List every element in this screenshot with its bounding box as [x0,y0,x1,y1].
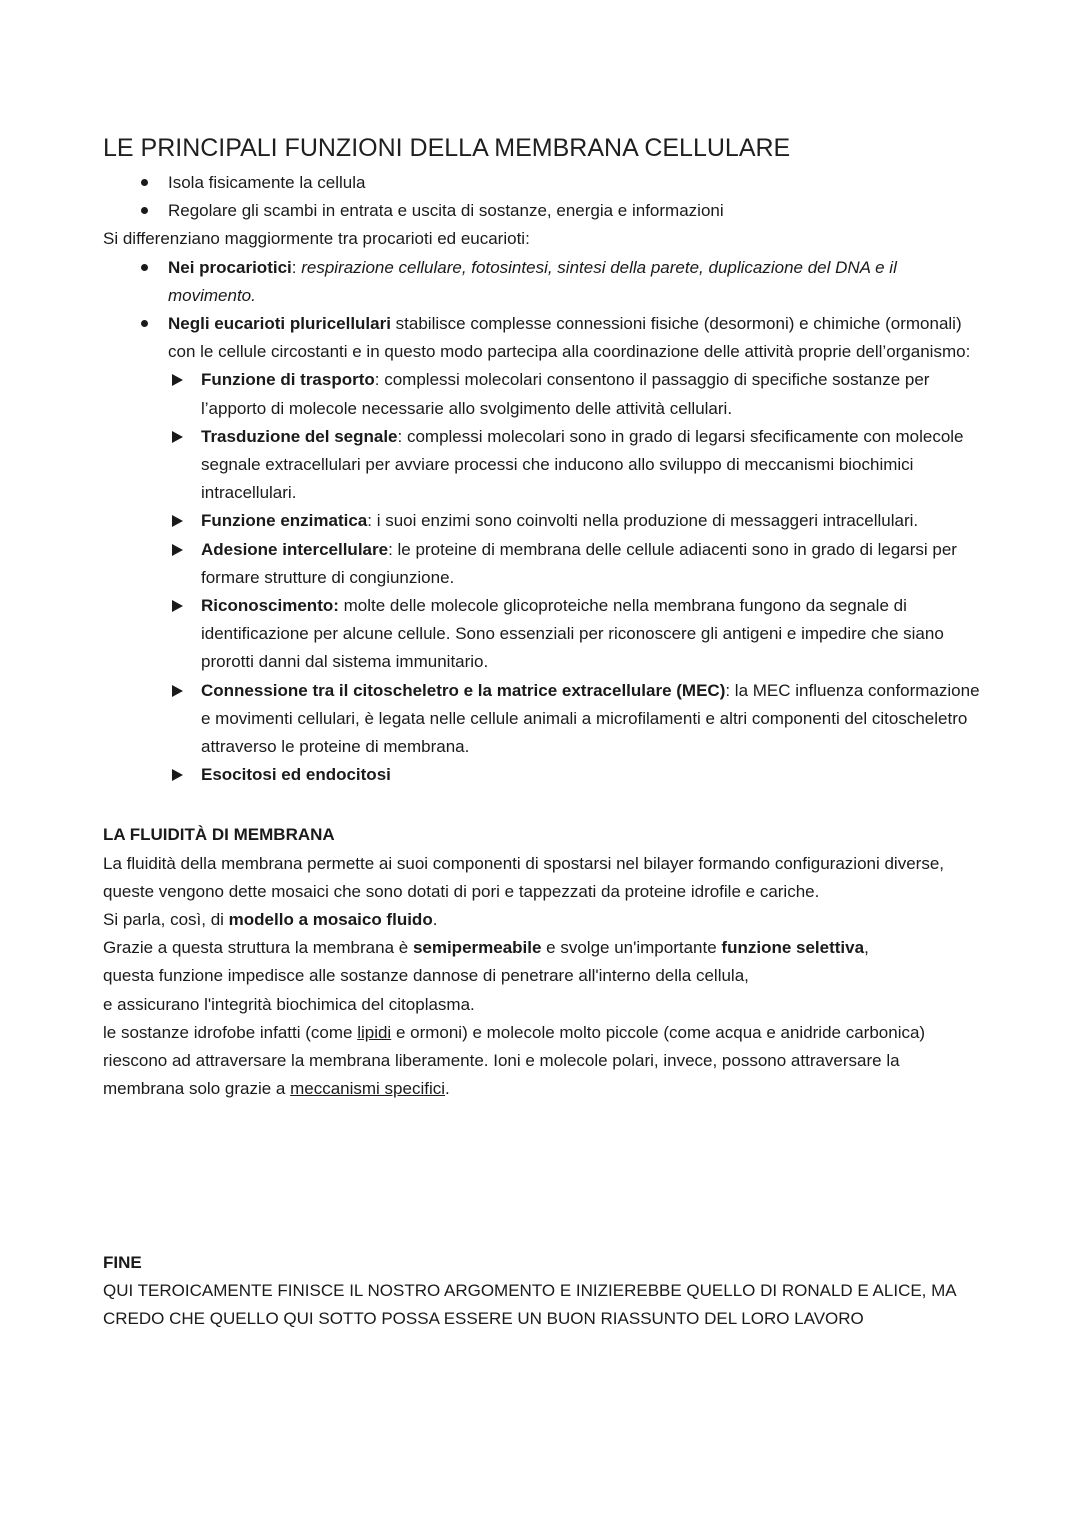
fluidity-line: La fluidità della membrana permette ai suoi componenti di spostarsi nel bilayer formando configurazioni diverse, [103,853,945,873]
function-desc: : la MEC influenza conformazione e movimenti cellulari, è legata nelle cellule animali a microfilamenti e altri componenti del citoscheletro attraverso le proteine di membrana. [201,680,980,757]
text-span: e svolge un'importante [541,938,722,958]
bold-term: funzione selettiva [721,938,865,958]
bullet-eukaryotes [103,310,983,789]
text-span: Si parla, così, di [103,910,229,930]
fluidity-section [103,821,983,1103]
function-item [103,507,983,535]
eukaryotes-label: Negli eucarioti pluricellulari [168,314,391,334]
page-title: LE PRINCIPALI FUNZIONI DELLA MEMBRANA CELLULARE [103,134,791,162]
fluidity-line: e assicurano l'integrità biochimica del citoplasma. [103,994,475,1014]
link-lipidi[interactable]: lipidi [357,1022,392,1042]
fluidity-line: questa funzione impedisce alle sostanze dannose di penetrare all'interno della cellula, [103,966,749,986]
bullet-item: Regolare gli scambi in entrata e uscita di sostanze, energia e informazioni [103,197,983,225]
function-desc: molte delle molecole glicoproteiche nella membrana fungono da segnale di identificazione per alcune cellule. Sono essenziali per riconoscere gli antigeni e impedire che siano prorotti danni dal sistema immunitario. [201,596,944,672]
function-name: Trasduzione del segnale [201,426,398,446]
function-item [103,677,983,762]
bullet-item: Isola fisicamente la cellula [103,169,983,197]
function-item [103,366,983,422]
fine-text: QUI TEROICAMENTE FINISCE IL NOSTRO ARGOMENTO E INIZIEREBBE QUELLO DI RONALD E ALICE, MA CREDO CHE QUELLO QUI SOTTO POSSA ESSERE UN BUON RIASSUNTO DEL LORO LAVORO [103,1280,956,1328]
fluidity-heading: LA FLUIDITÀ DI MEMBRANA [103,825,335,845]
bullet-prokaryotes [103,254,983,310]
fluidity-line [103,906,983,934]
differ-text: Si differenziano maggiormente tra procarioti ed eucarioti: [103,229,530,249]
text-span: . [432,910,438,930]
text-span: e ormoni) e molecole molto piccole (come acqua e anidride carbonica) riescono ad attraversare la membrana liberamente. Ioni e molecole polari, invece, possono attraversare la membrana solo grazie a [103,1022,926,1099]
prokaryotes-label: Nei procariotici [168,257,292,277]
function-name: Riconoscimento: [201,596,339,616]
fluidity-paragraph [103,1019,983,1104]
function-desc: : i suoi enzimi sono coinvolti nella produzione di messaggeri intracellulari. [367,511,919,531]
text-span: Grazie a questa struttura la membrana è [103,938,413,958]
text-span: , [864,938,869,958]
fluidity-line [103,934,983,962]
separator: : [291,257,302,277]
document-content [103,133,983,1333]
section-heading [103,1249,983,1277]
function-name: Funzione di trasporto [201,370,375,390]
fine-heading: FINE [103,1252,142,1272]
function-item [103,536,983,592]
bold-term: modello a mosaico fluido [228,910,433,930]
section-heading [103,821,983,849]
function-desc: : le proteine di membrana delle cellule adiacenti sono in grado di legarsi per formare strutture di congiunzione. [201,539,957,587]
function-desc: : complessi molecolari sono in grado di legarsi sfecificamente con molecole segnale extracellulari per avviare processi che inducono allo sviluppo di meccanismi biochimici intracellulari. [201,426,964,503]
bold-term: semipermeabile [412,938,542,958]
link-meccanismi-specifici[interactable]: meccanismi specifici [290,1079,446,1099]
text-span: le sostanze idrofobe infatti (come [103,1022,358,1042]
intro-bullet-list [103,169,983,225]
function-name: Esocitosi ed endocitosi [201,765,391,785]
function-name: Funzione enzimatica [201,511,368,531]
prokaryotes-text: respirazione cellulare, fotosintesi, sintesi della parete, duplicazione del DNA e il movimento. [168,257,897,305]
eukaryotes-text: stabilisce complesse connessioni fisiche (desormoni) e chimiche (ormonali) con le cellule circostanti e in questo modo partecipa alla coordinazione delle attività proprie dell’organismo: [168,314,971,362]
function-desc: : complessi molecolari consentono il passaggio di specifiche sostanze per l’apporto di molecole necessarie allo svolgimento delle attività cellulari. [201,370,930,418]
organism-bullet-list [103,254,983,790]
fluidity-line: queste vengono dette mosaici che sono dotati di pori e tappezzati da proteine idrofile e cariche. [103,881,820,901]
text-span: . [445,1079,450,1099]
function-name: Connessione tra il citoscheletro e la matrice extracellulare (MEC) [201,680,726,700]
function-item [103,592,983,677]
function-name: Adesione intercellulare [201,539,389,559]
function-item [103,761,983,789]
function-item [103,423,983,508]
function-list [103,366,983,789]
fine-section [103,1249,983,1334]
